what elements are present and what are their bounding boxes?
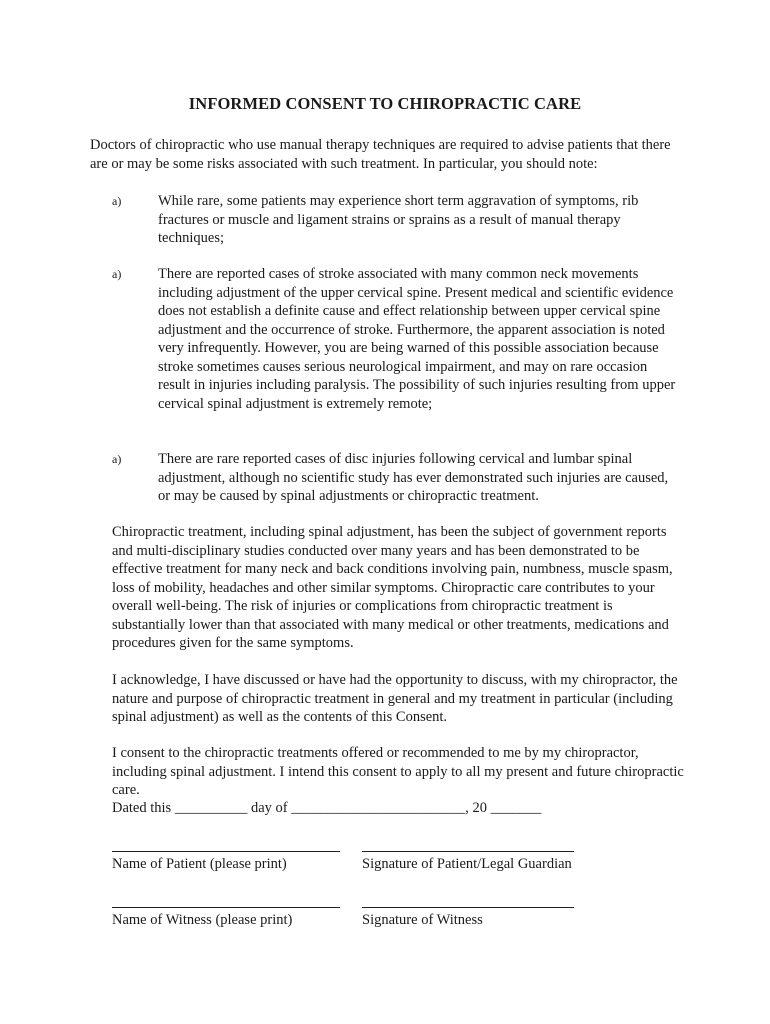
- document-title: INFORMED CONSENT TO CHIROPRACTIC CARE: [188, 94, 582, 113]
- patient-name-line[interactable]: [112, 851, 340, 852]
- dated-line: Dated this __________ day of ________________________, 20 _______: [112, 800, 542, 816]
- acknowledgement-paragraph: I acknowledge, I have discussed or have had the opportunity to discuss, with my chiropractor, the nature and purpose of chiropractic treatment in general and my treatment in particular (including spinal adjustment) as well as the contents of this Consent.: [112, 672, 678, 725]
- consent-paragraph: I consent to the chiropractic treatments offered or recommended to me by my chiropractor, including spinal adjustment. I intend this consent to apply to all my present and future chiropractic care.: [112, 745, 684, 798]
- witness-signature-label: Signature of Witness: [362, 912, 483, 928]
- risk-item-marker: a): [112, 452, 122, 466]
- patient-signature-label: Signature of Patient/Legal Guardian: [362, 856, 572, 872]
- witness-name-line[interactable]: [112, 907, 340, 908]
- witness-signature-line[interactable]: [362, 907, 574, 908]
- risk-item-text: There are reported cases of stroke associated with many common neck movements including adjustment of the upper cervical spine. Present medical and scientific evidence does not establish a definite cause and effect relationship between upper cervical spine adjustment and the occurrence of stroke. Furthermore, the apparent association is noted very infrequently. However, you are being warned of this possible association because stroke sometimes causes serious neurological impairment, and may on rare occasion result in injuries including paralysis. The possibility of such injuries resulting from upper cervical spinal adjustment is extremely remote;: [158, 266, 676, 412]
- risk-item-marker: a): [112, 194, 122, 208]
- risk-item-text: There are rare reported cases of disc injuries following cervical and lumbar spinal adjustment, although no scientific study has ever demonstrated such injuries are caused, or may be caused by spinal adjustments or chiropractic treatment.: [158, 451, 669, 504]
- treatment-paragraph: Chiropractic treatment, including spinal adjustment, has been the subject of government reports and multi-disciplinary studies conducted over many years and has been demonstrated to be effective treatment for many neck and back conditions involving pain, numbness, muscle spasm, loss of mobility, headaches and other similar symptoms. Chiropractic care contributes to your overall well-being. The risk of injuries or complications from chiropractic treatment is substantially lower than that associated with many medical or other treatments, medications and procedures given for the same symptoms.: [112, 524, 673, 651]
- risk-item-marker: a): [112, 267, 122, 281]
- witness-name-label: Name of Witness (please print): [112, 912, 293, 928]
- intro-paragraph: Doctors of chiropractic who use manual therapy techniques are required to advise patients that there are or may be some risks associated with such treatment. In particular, you should note:: [90, 137, 671, 172]
- risk-item-text: While rare, some patients may experience short term aggravation of symptoms, rib fractures or muscle and ligament strains or sprains as a result of manual therapy techniques;: [158, 193, 639, 246]
- patient-signature-line[interactable]: [362, 851, 574, 852]
- patient-name-label: Name of Patient (please print): [112, 856, 287, 872]
